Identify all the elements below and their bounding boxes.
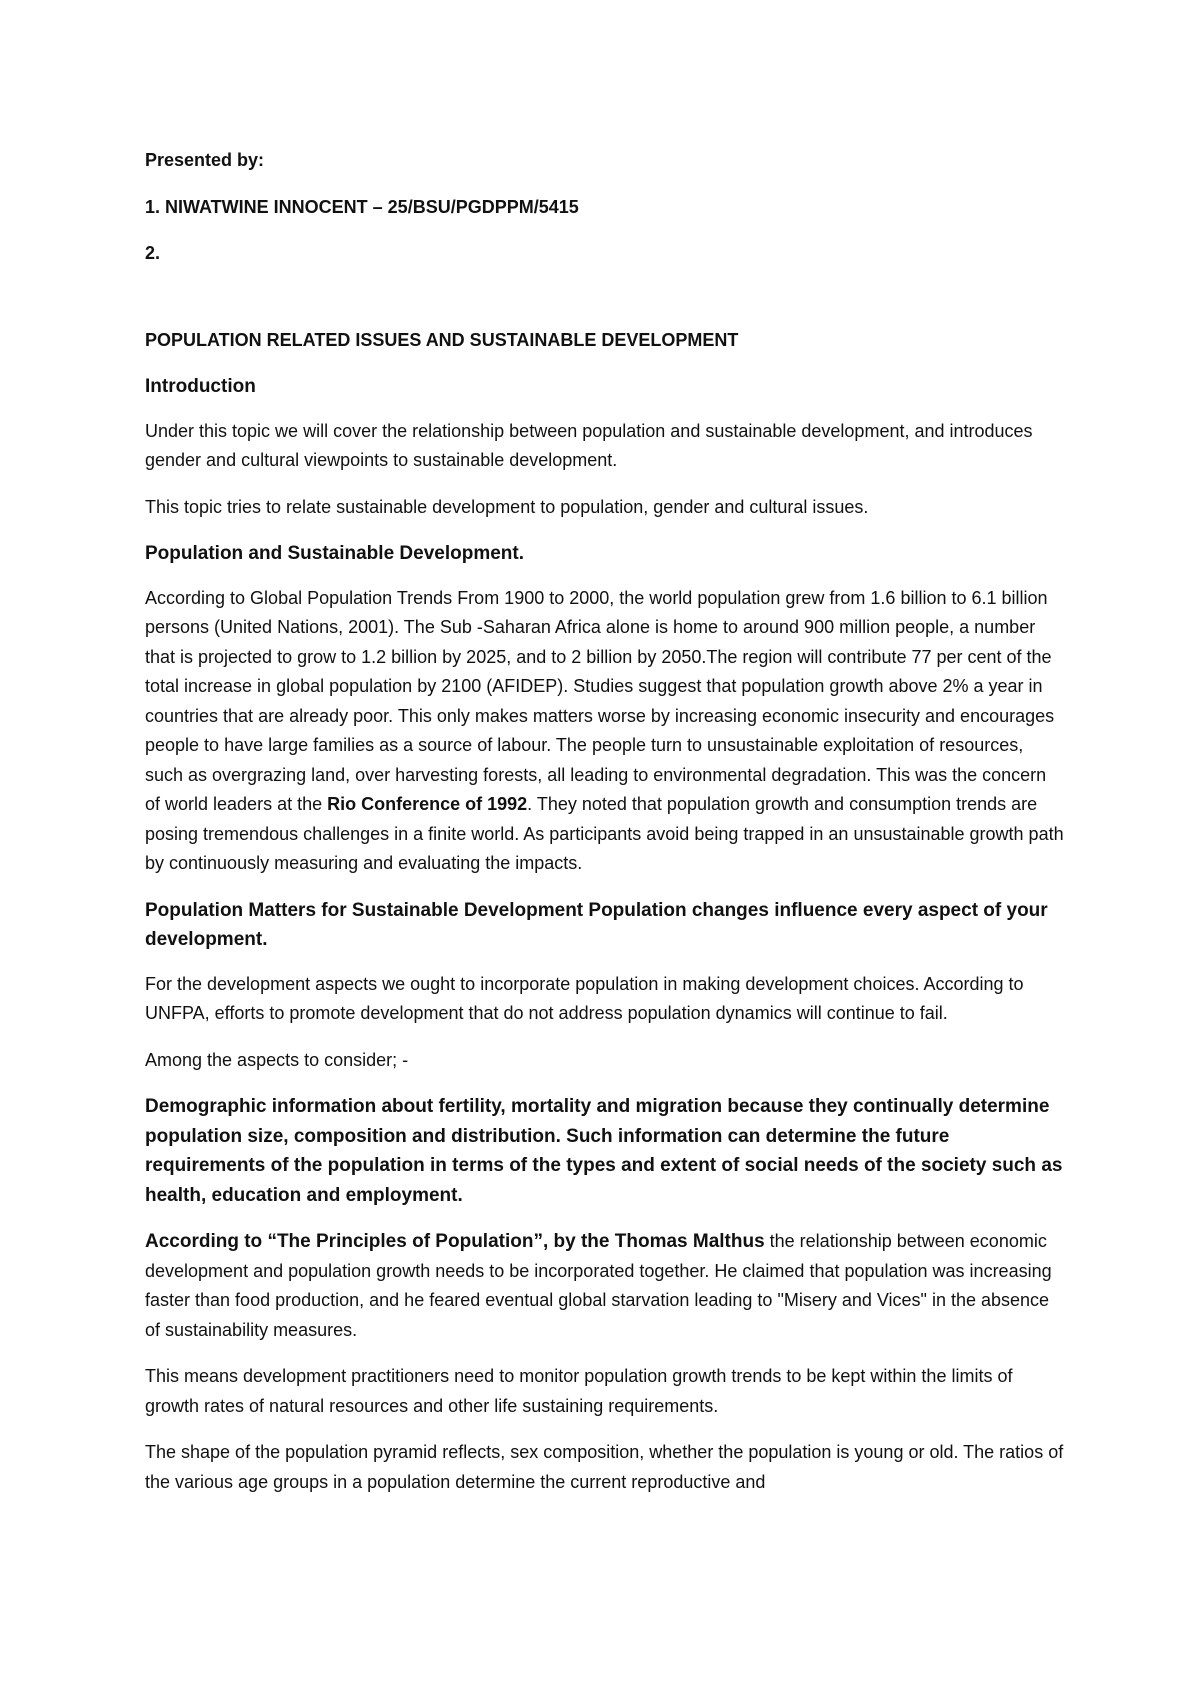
section-2-paragraph-2: Among the aspects to consider; - bbox=[145, 1049, 409, 1070]
section-1-heading: Population and Sustainable Development. bbox=[145, 543, 524, 564]
pyramid-paragraph: The shape of the population pyramid reflects, sex composition, whether the population is young or old. The ratios of the various age groups in a population determine the current reproductive and bbox=[145, 1442, 1064, 1492]
intro-heading: Introduction bbox=[145, 376, 256, 397]
intro-paragraph-1: Under this topic we will cover the relationship between population and sustainable development, and introduces gender and cultural viewpoints to sustainable development. bbox=[145, 420, 1033, 470]
section-2-paragraph-1: For the development aspects we ought to incorporate population in making development choices. According to UNFPA, efforts to promote development that do not address population dynamics will continue to fail. bbox=[145, 973, 1024, 1023]
presenter-1: 1. NIWATWINE INNOCENT – 25/BSU/PGDPPM/5415 bbox=[145, 196, 579, 217]
presenter-2: 2. bbox=[145, 243, 161, 263]
malthus-bold-text: According to “The Principles of Population”, by the Thomas Malthus bbox=[145, 1231, 765, 1252]
intro-paragraph-2: This topic tries to relate sustainable development to population, gender and cultural issues. bbox=[145, 496, 869, 517]
presented-by-label: Presented by: bbox=[145, 150, 265, 170]
rio-conference-text: Rio Conference of 1992 bbox=[327, 794, 528, 814]
document-content bbox=[145, 146, 1065, 1514]
document-title: POPULATION RELATED ISSUES AND SUSTAINABLE DEVELOPMENT bbox=[145, 329, 739, 350]
section-1-text-before: According to Global Population Trends From 1900 to 2000, the world population grew from 1.6 billion to 6.1 billion persons (United Nations, 2001). The Sub -Saharan Africa alone is home to around 900 million people, a number that is projected to grow to 1.2 billion by 2025, and to 2 billion by 2050.The region will contribute 77 per cent of the total increase in global population by 2100 (AFIDEP). Studies suggest that population growth above 2% a year in countries that are already poor. This only makes matters worse by increasing economic insecurity and encourages people to have large families as a source of labour. The people turn to unsustainable exploitation of resources, such as overgrazing land, over harvesting forests, all leading to environmental degradation. This was the concern of world leaders at the bbox=[145, 587, 1055, 814]
monitor-paragraph: This means development practitioners need to monitor population growth trends to be kept within the limits of growth rates of natural resources and other life sustaining requirements. bbox=[145, 1366, 1013, 1416]
section-2-heading: Population Matters for Sustainable Development Population changes influence every aspect of your development. bbox=[145, 899, 1048, 950]
demographic-info-paragraph: Demographic information about fertility, mortality and migration because they continually determine population size, composition and distribution. Such information can determine the future requirements of the population in terms of the types and extent of social needs of the society such as health, education and employment. bbox=[145, 1096, 1063, 1206]
malthus-paragraph bbox=[145, 1227, 1065, 1345]
malthus-rest-text: the relationship between economic development and population growth needs to be incorporated together. He claimed that population was increasing faster than food production, and he feared eventual global starvation leading to "Misery and Vices" in the absence of sustainability measures. bbox=[145, 1231, 1052, 1340]
section-1-paragraph bbox=[145, 584, 1065, 879]
section-1-text-after: . They noted that population growth and consumption trends are posing tremendous challenges in a finite world. As participants avoid being trapped in an unsustainable growth path by continuously measuring and evaluating the impacts. bbox=[145, 794, 1064, 873]
